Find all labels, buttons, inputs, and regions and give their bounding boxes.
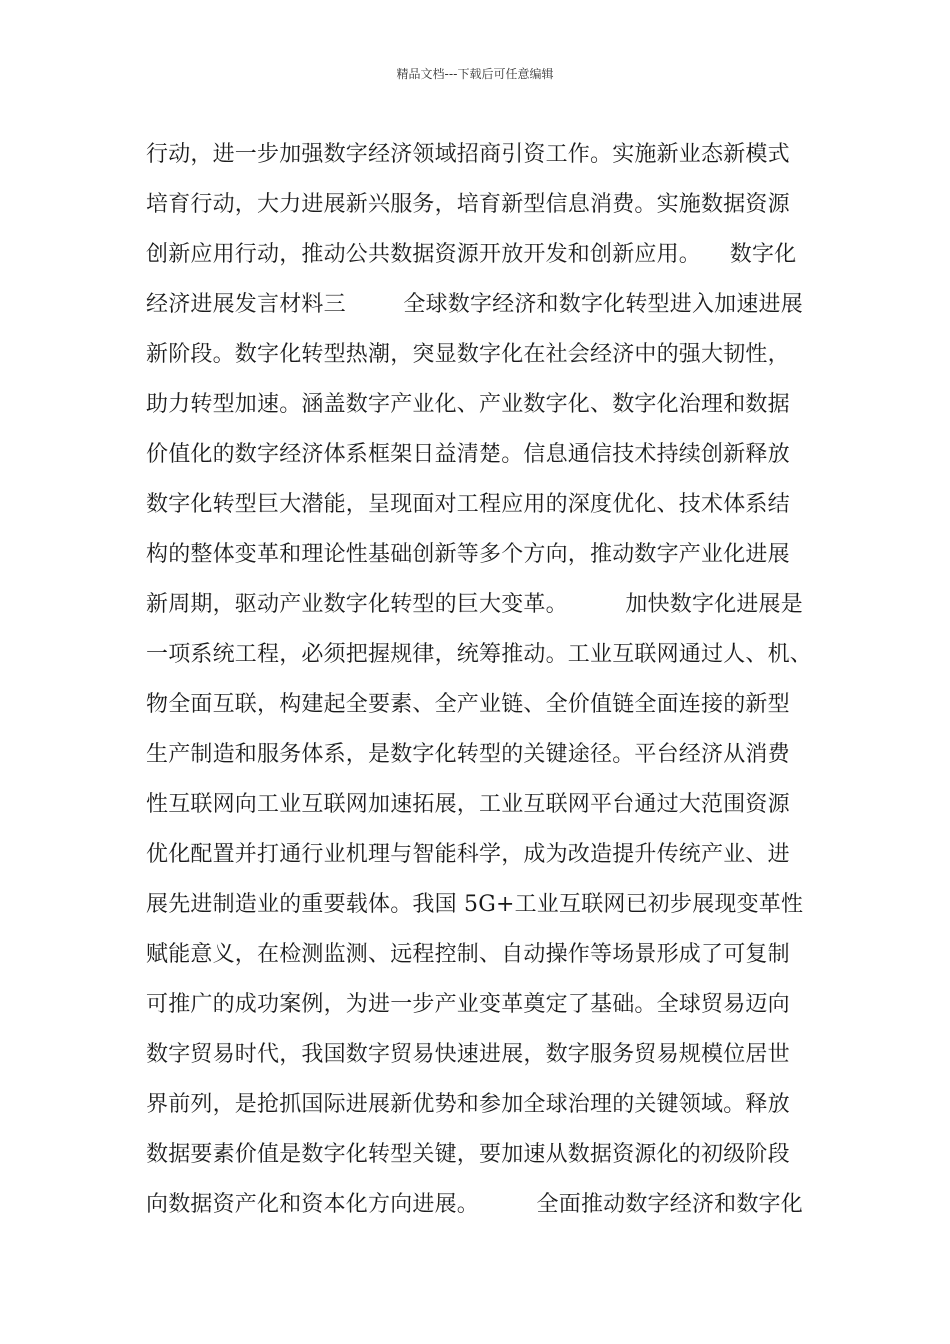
text-line: 助力转型加速。涵盖数字产业化、产业数字化、数字化治理和数据 bbox=[146, 392, 790, 417]
text-line: 新周期，驱动产业数字化转型的巨大变革。 加快数字化进展是 bbox=[146, 592, 803, 617]
text-line: 经济进展发言材料三 全球数字经济和数字化转型进入加速进展 bbox=[146, 292, 803, 317]
text-line: 可推广的成功案例，为进一步产业变革奠定了基础。全球贸易迈向 bbox=[146, 992, 790, 1017]
text-line: 价值化的数字经济体系框架日益清楚。信息通信技术持续创新释放 bbox=[146, 442, 790, 467]
text-line: 生产制造和服务体系，是数字化转型的关键途径。平台经济从消费 bbox=[146, 742, 790, 767]
text-line: 数据要素价值是数字化转型关键，要加速从数据资源化的初级阶段 bbox=[146, 1142, 790, 1167]
text-line: 向数据资产化和资本化方向进展。 全面推动数字经济和数字化 bbox=[146, 1192, 803, 1217]
text-line: 创新应用行动，推动公共数据资源开放开发和创新应用。 数字化 bbox=[146, 242, 797, 267]
page-header: 精品文档---下载后可任意编辑 bbox=[396, 67, 554, 81]
document-body bbox=[146, 130, 836, 1230]
text-line: 培育行动，大力进展新兴服务，培育新型信息消费。实施数据资源 bbox=[146, 192, 790, 217]
text-line: 新阶段。数字化转型热潮，突显数字化在社会经济中的强大韧性， bbox=[146, 342, 790, 367]
text-line: 展先进制造业的重要载体。我国 5G+工业互联网已初步展现变革性 bbox=[146, 892, 804, 917]
text-line: 优化配置并打通行业机理与智能科学，成为改造提升传统产业、进 bbox=[146, 842, 790, 867]
text-line: 赋能意义，在检测监测、远程控制、自动操作等场景形成了可复制 bbox=[146, 942, 790, 967]
text-line: 一项系统工程，必须把握规律，统筹推动。工业互联网通过人、机、 bbox=[146, 642, 813, 667]
text-line: 构的整体变革和理论性基础创新等多个方向，推动数字产业化进展 bbox=[146, 542, 790, 567]
text-line: 行动，进一步加强数字经济领域招商引资工作。实施新业态新模式 bbox=[146, 142, 790, 167]
text-line: 物全面互联，构建起全要素、全产业链、全价值链全面连接的新型 bbox=[146, 692, 790, 717]
text-line: 数字化转型巨大潜能，呈现面对工程应用的深度优化、技术体系结 bbox=[146, 492, 790, 517]
text-line: 界前列，是抢抓国际进展新优势和参加全球治理的关键领域。释放 bbox=[146, 1092, 790, 1117]
text-line: 数字贸易时代，我国数字贸易快速进展，数字服务贸易规模位居世 bbox=[146, 1042, 790, 1067]
text-line: 性互联网向工业互联网加速拓展，工业互联网平台通过大范围资源 bbox=[146, 792, 790, 817]
